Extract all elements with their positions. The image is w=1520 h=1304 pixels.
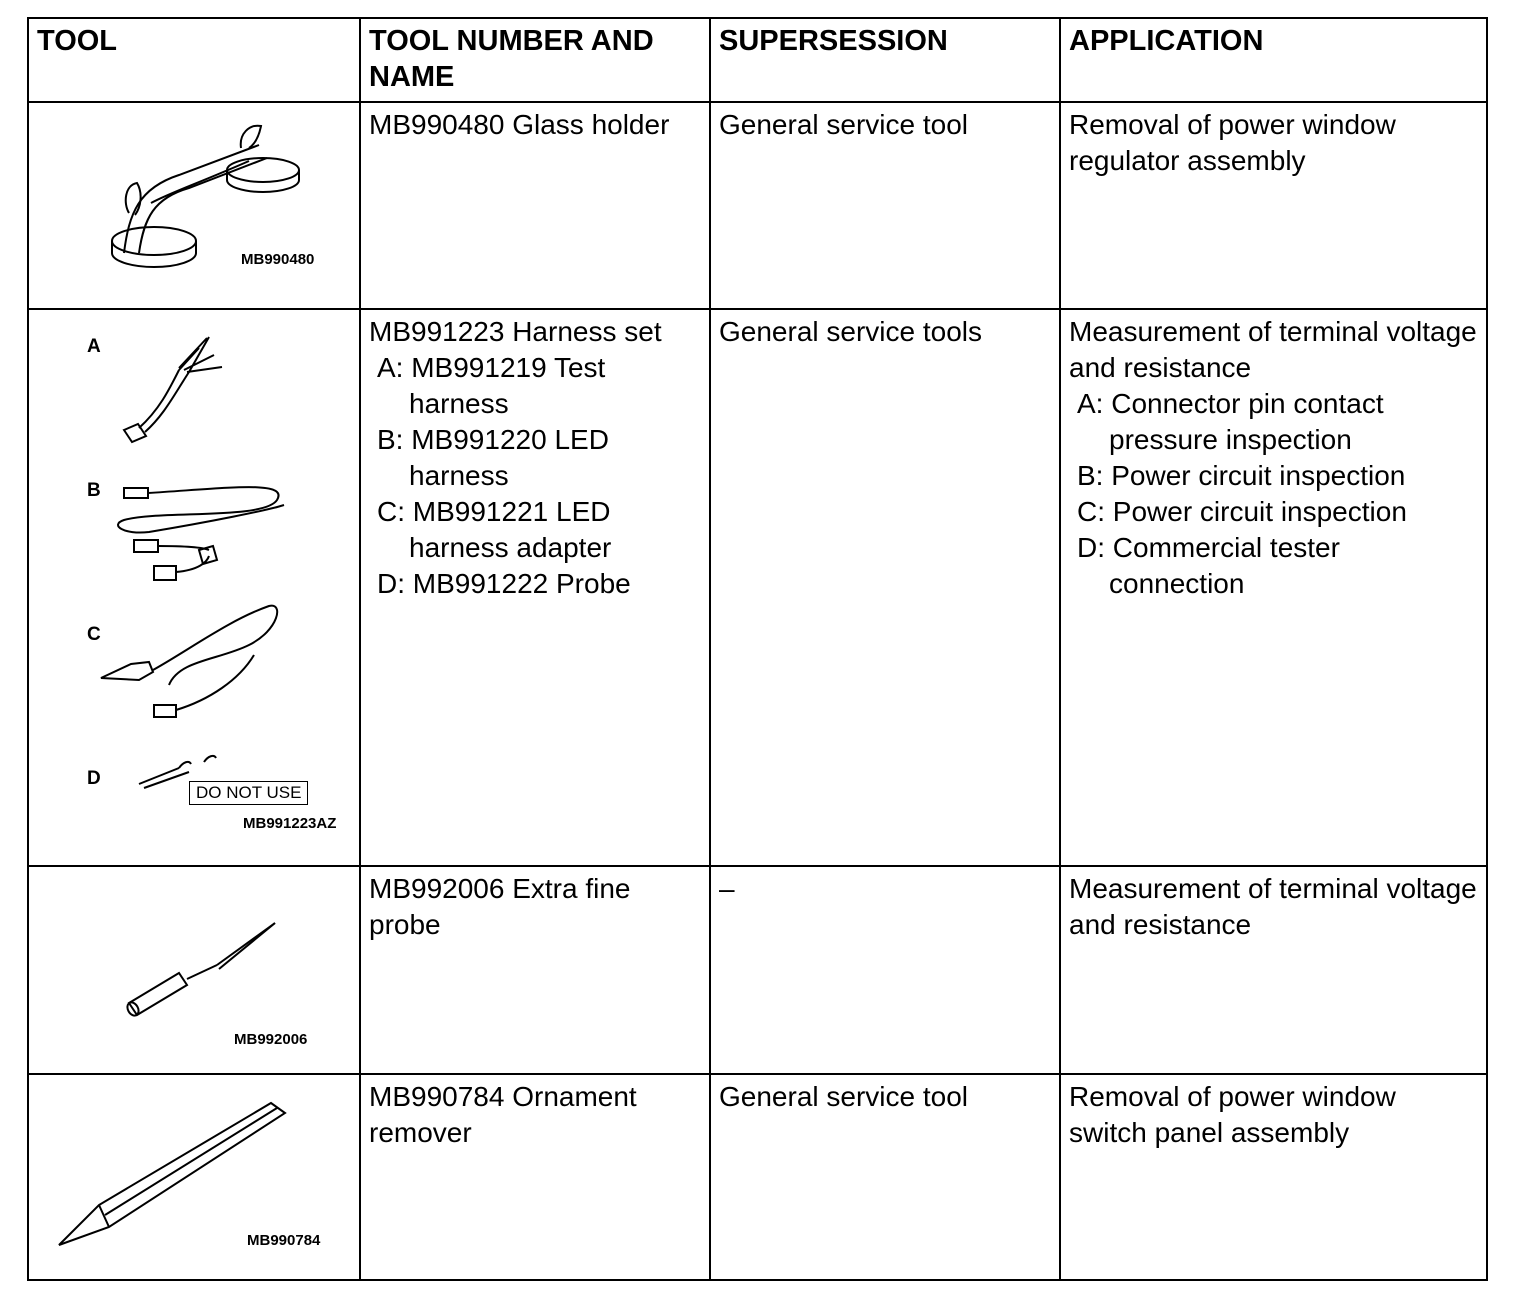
tool-image-cell [28,102,360,309]
do-not-use-note: DO NOT USE [189,781,308,805]
application-cell: Removal of power window regulator assembly [1060,102,1487,309]
part-letter-a: A [87,336,101,357]
glass-holder-illustration [29,103,359,308]
table-row [28,102,1487,309]
application-text: Measurement of terminal voltage and resistance [1069,316,1477,383]
supersession-cell: General service tools [710,309,1060,866]
application-cell: Removal of power window switch panel assembly [1060,1074,1487,1280]
header-tool: TOOL [28,18,360,102]
special-tools-table [27,17,1488,1281]
application-cell [1060,309,1487,866]
application-part-d: D: Commercial tester connection [1077,532,1340,599]
tool-number-cell: MB990784 Ornament remover [360,1074,710,1280]
header-supersession: SUPERSESSION [710,18,1060,102]
application-part-b: B: Power circuit inspection [1077,460,1406,491]
tool-part-a: A: MB991219 Test harness [377,352,606,419]
tool-number-name: MB991223 Harness set [369,316,662,347]
part-letter-b: B [87,480,101,501]
supersession-cell: – [710,866,1060,1074]
part-letter-d: D [87,768,101,789]
tool-code-label: MB992006 [234,1031,308,1048]
application-part-a: A: Connector pin contact pressure inspection [1077,388,1384,455]
tool-part-c: C: MB991221 LED harness adapter [377,496,612,563]
tool-image-cell [28,309,360,866]
table-row [28,309,1487,866]
tool-code-label: MB990784 [247,1232,321,1249]
tool-code-label: MB991223AZ [243,815,337,832]
table-row [28,866,1487,1074]
supersession-cell: General service tool [710,1074,1060,1280]
supersession-cell: General service tool [710,102,1060,309]
tool-image-cell [28,866,360,1074]
tool-number-cell: MB992006 Extra fine probe [360,866,710,1074]
table-row [28,1074,1487,1280]
header-tool-number: TOOL NUMBER AND NAME [360,18,710,102]
tool-part-b: B: MB991220 LED harness [377,424,609,491]
tool-number-cell: MB990480 Glass holder [360,102,710,309]
application-part-c: C: Power circuit inspection [1077,496,1407,527]
tool-part-d: D: MB991222 Probe [377,568,631,599]
table-header-row [28,18,1487,102]
part-letter-c: C [87,624,101,645]
tool-code-label: MB990480 [241,251,315,268]
application-cell: Measurement of terminal voltage and resistance [1060,866,1487,1074]
tool-number-cell [360,309,710,866]
tool-image-cell [28,1074,360,1280]
extra-fine-probe-illustration [29,867,359,1073]
header-application: APPLICATION [1060,18,1487,102]
